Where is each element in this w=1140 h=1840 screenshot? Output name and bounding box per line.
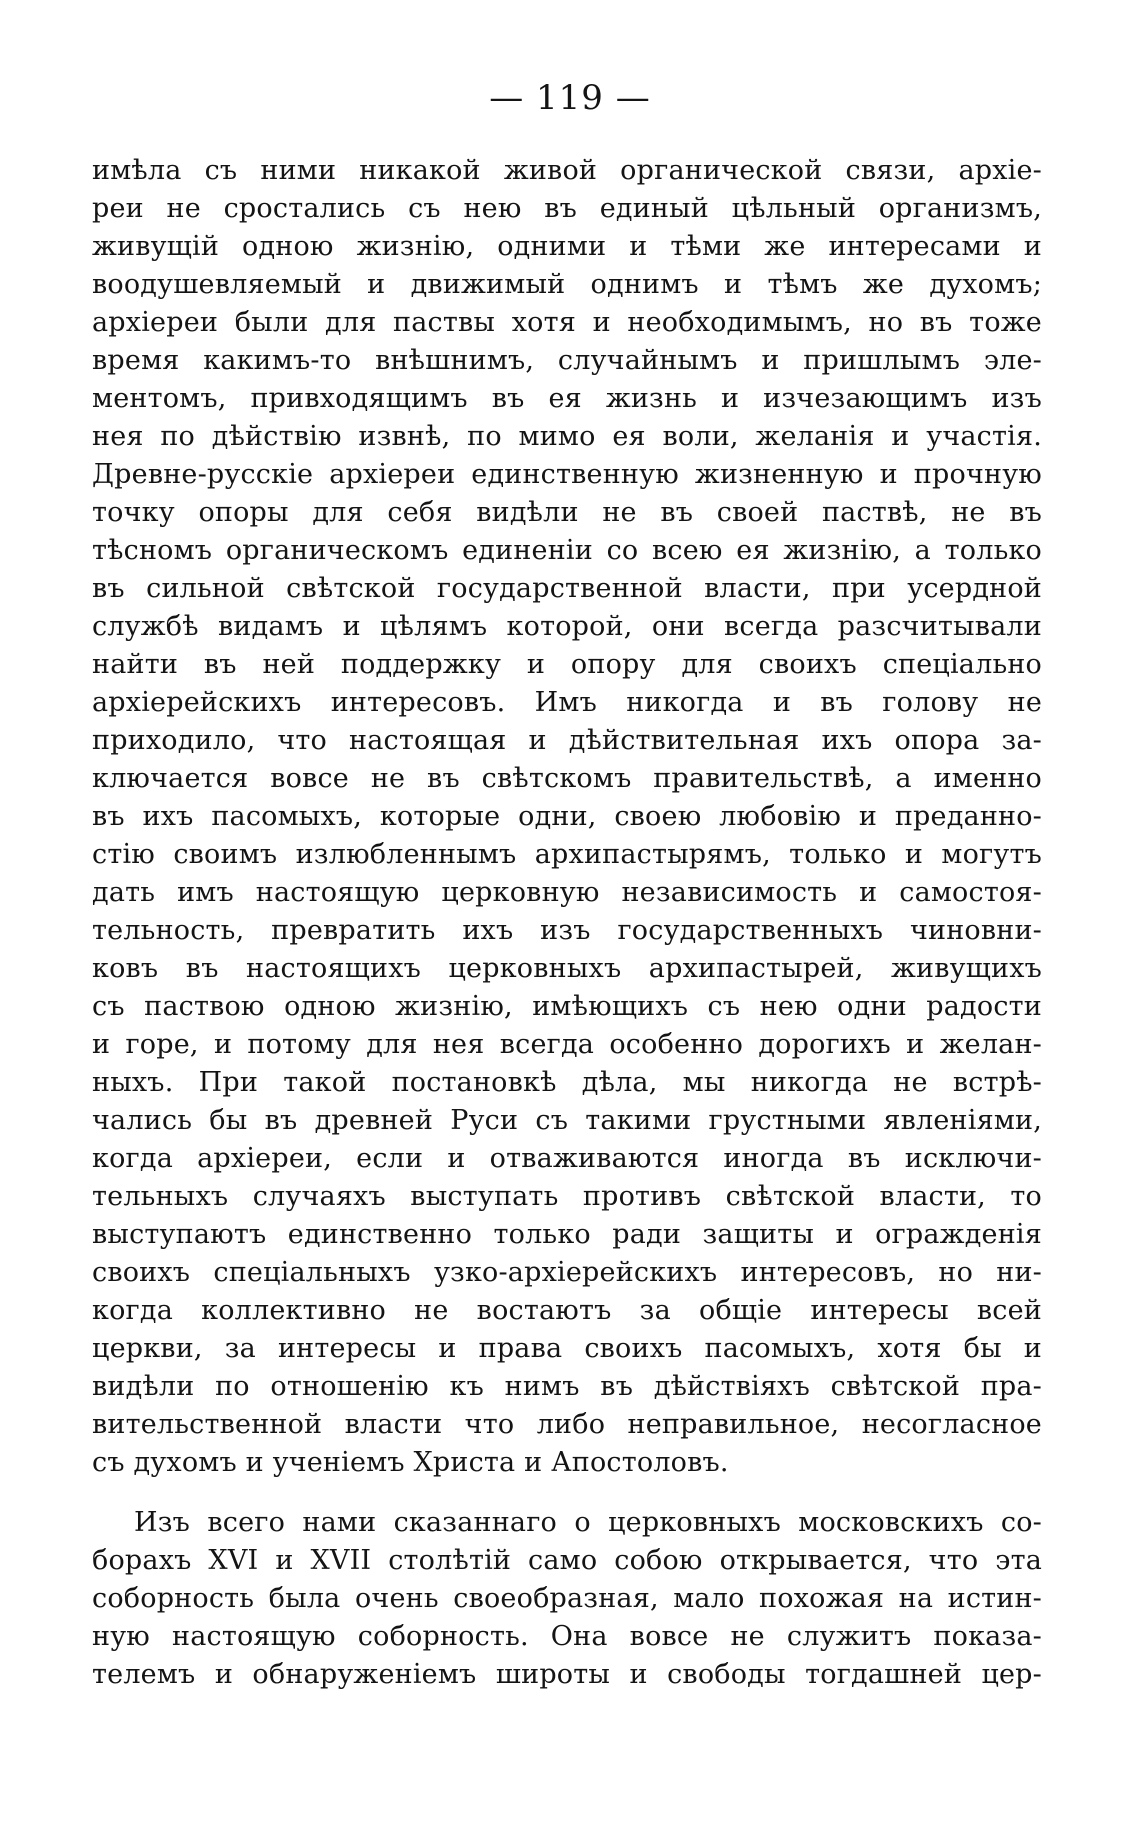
paragraph-2 [92, 1504, 1042, 1694]
text-line: соборность была очень своеобразная, мало похожая на истин- [92, 1583, 1042, 1614]
text-line: ную настоящую соборность. Она вовсе не служитъ показа- [92, 1621, 1042, 1652]
paragraph-gap [92, 1482, 1042, 1504]
text-line: съ паствою одною жизнію, имѣющихъ съ нею одни радости [92, 991, 1042, 1022]
page-number: — 119 — [489, 78, 651, 118]
text-line: въ сильной свѣтской государственной власти, при усердной [92, 573, 1042, 604]
text-line: воодушевляемый и движимый однимъ и тѣмъ же духомъ; [92, 269, 1042, 300]
text-line: тѣсномъ органическомъ единеніи со всею ея жизнію, а только [92, 535, 1042, 566]
text-line: приходило, что настоящая и дѣйствительная ихъ опора за- [92, 725, 1042, 756]
text-line: имѣла съ ними никакой живой органической связи, архіе- [92, 155, 1042, 186]
text-line: стію своимъ излюбленнымъ архипастырямъ, только и могутъ [92, 839, 1042, 870]
text-line: дать имъ настоящую церковную независимость и самостоя- [92, 877, 1042, 908]
text-line: реи не сростались съ нею въ единый цѣльный организмъ, [92, 193, 1042, 224]
text-line: тельность, превратить ихъ изъ государственныхъ чиновни- [92, 915, 1042, 946]
text-line: найти въ ней поддержку и опору для своихъ спеціально [92, 649, 1042, 680]
text-line: точку опоры для себя видѣли не въ своей паствѣ, не въ [92, 497, 1042, 528]
text-line: Древне-русскіе архіереи единственную жизненную и прочную [92, 459, 1042, 490]
text-line: борахъ XVI и XVII столѣтій само собою открывается, что эта [92, 1545, 1042, 1576]
body-text [92, 152, 1042, 1694]
text-line: время какимъ-то внѣшнимъ, случайнымъ и пришлымъ эле- [92, 345, 1042, 376]
text-line: съ духомъ и ученіемъ Христа и Апостоловъ. [92, 1447, 729, 1478]
paragraph-1 [92, 152, 1042, 1482]
text-line: ныхъ. При такой постановкѣ дѣла, мы никогда не встрѣ- [92, 1067, 1042, 1098]
text-line: когда архіереи, если и отваживаются иногда въ исключи- [92, 1143, 1042, 1174]
text-line: архіерейскихъ интересовъ. Имъ никогда и въ голову не [92, 687, 1042, 718]
text-line: и горе, и потому для нея всегда особенно дорогихъ и желан- [92, 1029, 1042, 1060]
text-line: ковъ въ настоящихъ церковныхъ архипастырей, живущихъ [92, 953, 1042, 984]
text-line: телемъ и обнаруженіемъ широты и свободы тогдашней цер- [92, 1659, 1042, 1690]
text-line: ключается вовсе не въ свѣтскомъ правительствѣ, а именно [92, 763, 1042, 794]
text-line: выступаютъ единственно только ради защиты и огражденія [92, 1219, 1042, 1250]
text-line: чались бы въ древней Руси съ такими грустными явленіями, [92, 1105, 1042, 1136]
text-line: ментомъ, привходящимъ въ ея жизнь и изчезающимъ изъ [92, 383, 1042, 414]
text-line: видѣли по отношенію къ нимъ въ дѣйствіяхъ свѣтской пра- [92, 1371, 1042, 1402]
text-line: архіереи были для паствы хотя и необходимымъ, но въ тоже [92, 307, 1042, 338]
text-line: вительственной власти что либо неправильное, несогласное [92, 1409, 1042, 1440]
text-line: службѣ видамъ и цѣлямъ которой, они всегда разсчитывали [92, 611, 1042, 642]
text-line: когда коллективно не востаютъ за общіе интересы всей [92, 1295, 1042, 1326]
text-line: своихъ спеціальныхъ узко-архіерейскихъ интересовъ, но ни- [92, 1257, 1042, 1288]
text-line: Изъ всего нами сказаннаго о церковныхъ московскихъ со- [134, 1507, 1042, 1538]
text-line: нея по дѣйствію извнѣ, по мимо ея воли, желанія и участія. [92, 421, 1042, 452]
text-line: въ ихъ пасомыхъ, которые одни, своею любовію и преданно- [92, 801, 1042, 832]
text-line: церкви, за интересы и права своихъ пасомыхъ, хотя бы и [92, 1333, 1042, 1364]
text-line: живущій одною жизнію, одними и тѣми же интересами и [92, 231, 1042, 262]
text-line: тельныхъ случаяхъ выступать противъ свѣтской власти, то [92, 1181, 1042, 1212]
